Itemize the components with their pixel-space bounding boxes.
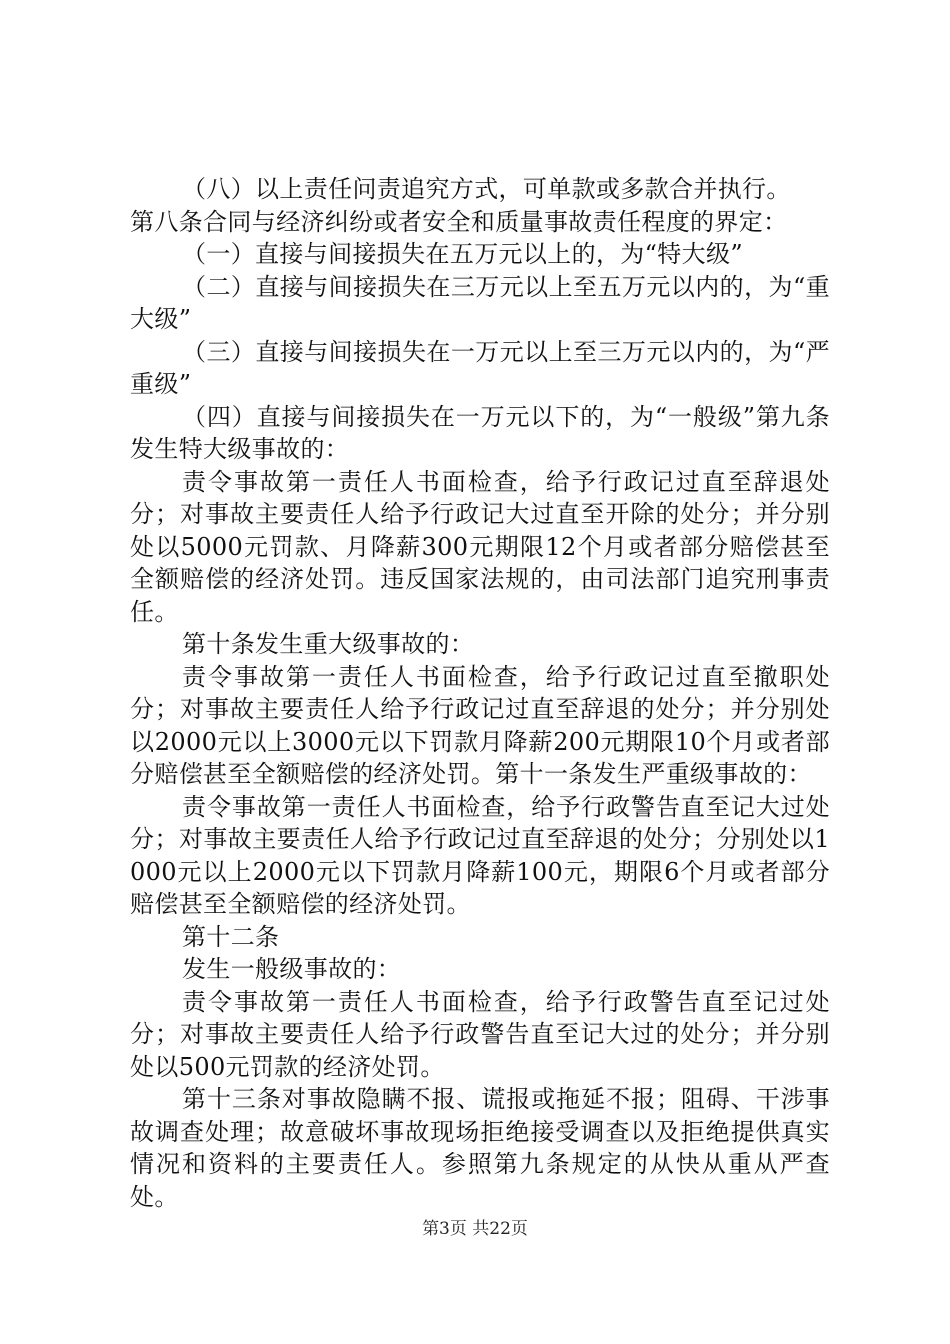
paragraph-level-4: （四）直接与间接损失在一万元以下的，为“一般级”第九条发生特大级事故的： — [130, 402, 830, 463]
paragraph-article-10-penalty: 责令事故第一责任人书面检查，给予行政记过直至撤职处分；对事故主要责任人给予行政记过直至辞退的处分；并分别处以2000元以上3000元以下罚款月降薪200元期限10个月或者部分赔偿甚至全额赔偿的经济处罚。第十一条发生严重级事故的： — [130, 662, 830, 788]
page-footer — [0, 1218, 950, 1240]
paragraph-level-3: （三）直接与间接损失在一万元以上至三万元以内的，为“严重级” — [130, 337, 830, 398]
document-body — [130, 173, 830, 1213]
paragraph-article-12: 第十二条 — [182, 922, 280, 951]
paragraph-article-12-heading: 发生一般级事故的： — [182, 955, 402, 983]
paragraph-penalty-method: （八）以上责任问责追究方式，可单款或多款合并执行。 — [182, 175, 791, 203]
page-number: 第3页 — [422, 1219, 467, 1239]
paragraph-article-10: 第十条发生重大级事故的： — [182, 630, 475, 658]
paragraph-level-1: （一）直接与间接损失在五万元以上的，为“特大级” — [182, 240, 743, 268]
paragraph-level-2: （二）直接与间接损失在三万元以上至五万元以内的，为“重大级” — [130, 272, 830, 333]
paragraph-article-12-penalty: 责令事故第一责任人书面检查，给予行政警告直至记过处分；对事故主要责任人给予行政警告直至记大过的处分；并分别处以500元罚款的经济处罚。 — [130, 987, 830, 1081]
paragraph-article-13: 第十三条对事故隐瞒不报、谎报或拖延不报；阻碍、干涉事故调查处理；故意破坏事故现场拒绝接受调查以及拒绝提供真实情况和资料的主要责任人。参照第九条规定的从快从重从严查处。 — [130, 1085, 830, 1211]
paragraph-article-9-penalty: 责令事故第一责任人书面检查，给予行政记过直至辞退处分；对事故主要责任人给予行政记大过直至开除的处分；并分别处以5000元罚款、月降薪300元期限12个月或者部分赔偿甚至全额赔偿的经济处罚。违反国家法规的，由司法部门追究刑事责任。 — [130, 467, 830, 626]
paragraph-article-8: 第八条合同与经济纠纷或者安全和质量事故责任程度的界定： — [130, 207, 788, 236]
page-total: 共22页 — [472, 1219, 528, 1239]
paragraph-article-11-penalty: 责令事故第一责任人书面检查，给予行政警告直至记大过处分；对事故主要责任人给予行政记过直至辞退的处分；分别处以1000元以上2000元以下罚款月降薪100元，期限6个月或者部分赔偿甚至全额赔偿的经济处罚。 — [130, 792, 830, 918]
